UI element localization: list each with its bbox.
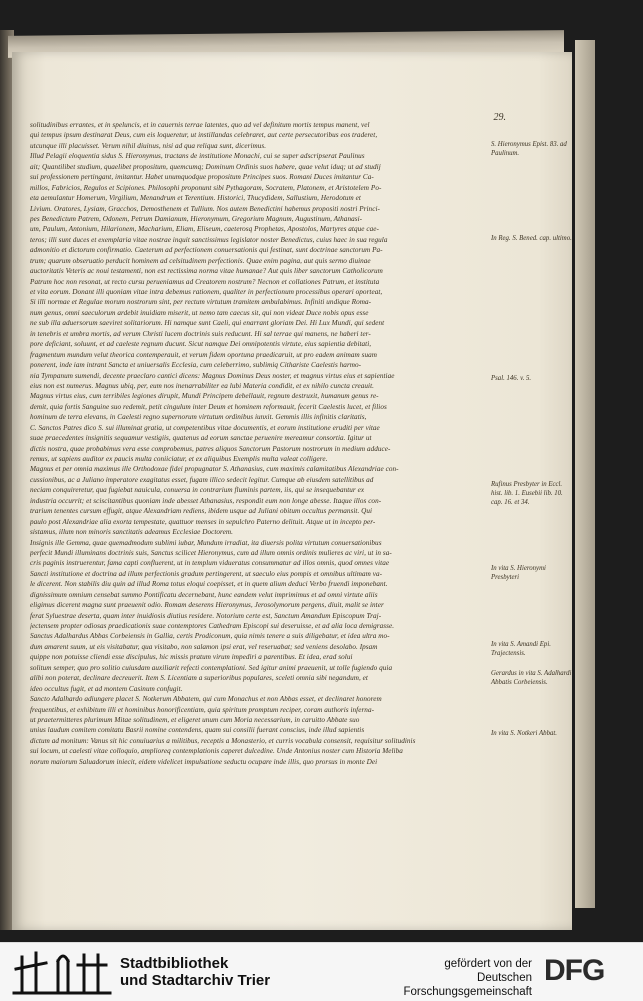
text-line: le dicerent. Non stabilis diu quin ad illud Roma totus eloqui coepisset, et in quem alium deduci Verbo fruendi imponebant. xyxy=(30,580,388,589)
text-line: ut praetermitteres plurimum Mitae solitudinem, et eligeret unum cum Moria necessarium, in caruitto Abbate suo xyxy=(30,715,360,724)
text-line: paulo post Alexandriae alia exorta tempestate, quattuor menses in sepulchro Paterno delituit. Atque ut in incepto per- xyxy=(30,517,376,526)
library-name xyxy=(120,955,270,989)
margin-note: In vita S. Hieronymi Presbyteri xyxy=(491,565,546,581)
library-logo-icon xyxy=(12,949,112,995)
text-line: nia Tympanum sumendi, decente praeclaro cantici dicens: Magnus Dominus Deus noster, et magnus virtus eius et sapientiae xyxy=(30,371,395,380)
funding-line1: gefördert von der xyxy=(444,958,532,970)
text-line: industria occurrit; et sciscitantibus quoniam inde abesset Athanasius, respondit eum non longe abesse. Itaque illos con- xyxy=(30,496,382,505)
text-line: pes Benedictum Patrem, Odonem, Petrum Damianum, Hieronymum, Gregorium Magnum, Augustinum, Athanasi- xyxy=(30,214,363,223)
text-line: perfecit Mundi illuminans doctrinis suis, Sanctus scilicet Hieronymus, cum ad illum omnis ordinis mulieres ac viri, ut in sa- xyxy=(30,548,392,557)
text-line: Illud Pelagii eloquentia sidus S. Hieronymus, tractans de institutione Monachi, cui se super adscripserat Paulinus xyxy=(30,152,365,161)
text-line: ideo occultus fugit, et ad montem Casinum confugit. xyxy=(30,684,183,693)
text-line: trum; quarum obseruatio perducit hominem ad celsitudinem perfectionis. Quae enim pagina, aut quis sermo diuinae xyxy=(30,256,371,265)
text-line: Insignis ille Gemma, quae quemadmodum sublimi iubar, Mundum irradiat, ita diuersis polita virtutum conuersationibus xyxy=(30,538,382,547)
text-line: unius laudum comitem comitatu Basrii nomine contendens, quam sui consilii fuerant conscius, inde illud sapientis xyxy=(30,726,365,735)
text-line: solitudinibus errantes, et in speluncis, et in cauernis terrae latentes, quo ad vel definitum mortis tempus manent, vel xyxy=(30,121,370,129)
margin-note: Psal. 146. v. 5. xyxy=(491,375,532,382)
text-line: in tenebris et umbra mortis, ad verum Christi lucem doctrinis suis reducunt. Hi sal terrae qui manens, ne haberi ter- xyxy=(30,329,371,338)
text-line: eta aemulantur Homerum, Virgilium, Menandrum et Terentium. Historici, Thucydidem, Sallustium, Herodotum et xyxy=(30,194,361,203)
text-line: ait; Quantilibet studium, quaelibet propositum, quemcumq; Dominum Ordinis suos habere, quae velut iduq; ut ad studij xyxy=(30,162,381,171)
manuscript-page xyxy=(12,52,572,930)
text-line: dictum ad monitum: Vanus sit hic conuiuarius a militibus, receptis a Monasterio, et curris vocabula consensit, requisitur solitudinis xyxy=(30,736,416,745)
text-line: sistamus, illum non minoris sanctitatis adeamus Ecclesiae Doctorem. xyxy=(30,528,233,537)
library-name-line2: und Stadtarchiv Trier xyxy=(120,972,271,989)
text-line: auctoritatis Veteris ac noui testamenti, non est rectissima norma vitae humanae? Aut quis liber sanctorum Catholicorum xyxy=(30,267,383,276)
text-line: dignissimum omnium censebat summo Pontificatu decernebant, hunc eandem velut imprimimus et ad omni virtute aliis xyxy=(30,590,378,599)
margin-note: Rufinus Presbyter in Eccl. hist. lib. 1. Eusebii lib. 10. cap. 16. et 34. xyxy=(491,481,563,506)
text-line: C. Sanctos Patres dico S. sui illuminat gratia, ut competentibus vitae documentis, et eorum institutione eruditi per vitae xyxy=(30,423,380,432)
text-line: Magnus et per omnia maximus ille Orthodoxae fidei propugnator S. Athanasius, cum maximis calamitatibus Alexandriae con- xyxy=(30,465,399,474)
margin-note: In Reg. S. Bened. cap. ultimo. xyxy=(491,235,572,242)
text-line: trarium tenentes cursum effugit, atque Alexandriam rediens, ibidem usque ad Juliani obitum occultus permansit. Qui xyxy=(30,507,373,516)
text-line: et vita eorum. Donant illi quoniam vitae intra debemus rationem, qualiter in perfectionum processibus operari oporteat, xyxy=(30,288,383,296)
text-line: alibi non poterat, declinare decreuerit. Item S. Licentiam a superioribus populares, sceleti omnia sibi negandum, et xyxy=(30,674,368,683)
text-line: Livium. Oratores, Lysiam, Gracchos, Demosthenem et Tullium. Nos autem Benedictini habemus propositi nostri Princi- xyxy=(30,204,380,213)
manuscript-body-text xyxy=(30,120,480,940)
text-line: Sancti institutione et doctrina ad illum perfectionis gradum pertingerent, ut saeculo eius pompis et omnibus ultimam va- xyxy=(30,569,383,578)
text-line: quippe non potuisse cliendi esse discipulus, hic missis pratum virum impediri a parentibus. Et idea, erad solui xyxy=(30,653,353,662)
text-line: ferat Syluestrae deserta, quam inter inuidiosis diutius residere. Notorium certe est, Sanctum Amandum Episcopum Traj- xyxy=(30,611,382,620)
margin-note: S. Hieronymus Epist. 83. ad Paulinum. xyxy=(491,141,567,157)
text-line: Sancto Adalhardo adiungere placet S. Notkerum Abbatem, qui cum Monachus et non Abbas esset, et declinaret honorem xyxy=(30,695,382,704)
margin-note: Gerardus in vita S. Adalhardi Abbatis Corbeiensis. xyxy=(491,670,572,686)
text-line: solitum semper, quo pro solitio cuiusdam auxiliarit refecti contemplationi. Sed igitur animi praeuenit, ut tolle fugiendo quia xyxy=(30,663,393,672)
text-line: utcunque illi placuisset. Verum nihil diuinus, nisi ad qua reliqua sunt, dicerimus. xyxy=(30,141,267,150)
funding-line2: Deutschen xyxy=(477,972,532,984)
text-line: sui professionem pertingant, imitantur. Habet unumquodque propositum Principes suos. Romani Duces imitantur Ca- xyxy=(30,173,374,182)
text-line: neciam conquireretur, qua fugiebat nauicula, conuersa in contrarium fluminis partem, iis, qui se insequebantur ex xyxy=(30,486,365,495)
text-line: um, Paulum, Antonium, Hilarionem, Macharium, Eliam, Eliseum, caeterosq Prophetas, Apostolos, Martyres atque cae- xyxy=(30,225,379,234)
margin-note: In vita S. Notkeri Abbat. xyxy=(491,730,557,737)
text-line: norum maiorum Saluadorum iniecit, eidem videlicet impulsatione seductu ocupare inde illis, quo prorsus in monte Dei xyxy=(30,757,378,766)
text-line: eius non est numerus. Magnus ubiq, per, eum nos inenarrabiliter ea lubi Materia condidit, et ex nihilo cuncta creauit. xyxy=(30,381,374,390)
funding-line3: Forschungsgemeinschaft xyxy=(403,986,532,998)
margin-note: In vita S. Amandi Epi. Trajectensis. xyxy=(491,641,551,657)
text-line: eligimus dicerent magna sunt praeuenit odio. Romam deserens Hieronymus, Jerosolymorum pergens, diuit, malit se inter xyxy=(30,601,384,610)
text-line: fragmentum mundum velut theorica contemperauit, et verum fidem oportuna praedicaruit, ut pro eadem animam suam xyxy=(30,350,377,359)
text-line: Patrum hoc non resonat, ut recto cursu perueniamus ad Creatorem nostrum? Necnon et collationes Patrum, et instituta xyxy=(30,277,380,286)
text-line: sui locum, ut caelesti vitae colloquio, amplioreq contemplationis caperet dulcedine. Unde Antonius noster cum Historia Meliba xyxy=(30,747,403,756)
library-name-line1: Stadtbibliothek xyxy=(120,955,229,972)
text-line: demit, quia fortis Sanguine suo redemit, petit cingulum inter Deum et hominem reformauit, fecerit Caelestis lucet, et filios xyxy=(30,402,387,411)
text-line: teros; illi sunt duces et exemplaria vitae nostrae inquit sanctissimus legislator noster Benedictus, cuius haec in sua regula xyxy=(30,235,388,244)
text-line: jectensem propter odiosas praedicationis suae contemptores Cathedram Episcopi sui deseruisse, et ad alia loca demigrasse. xyxy=(30,622,395,630)
text-line: Si illi normae et Regulae morum nostrorum sint, per rectum virtutum tramitem ambulabimus. Infiniti undique Roma- xyxy=(30,298,372,307)
text-line: pore deficiant, soluunt, et ad caeleste regnum ducunt. Sicut namque Dei omnipotentis virtute, eius sapientia debitati, xyxy=(30,340,372,349)
text-line: dum amarent suum, ut eis visitabatur, qua visitabo, non salamon ipsi erat, vel reseruabat; sed veniens desolabo. Ipsam xyxy=(30,642,378,651)
footer-banner xyxy=(0,942,643,1001)
text-line: qui tempus ipsum destinarat Deus, cum eis loqueretur, ut instillandas celebraret, aut certe persecutoribus eos traderet, xyxy=(30,131,378,140)
dfg-logo: DFG xyxy=(544,954,605,987)
text-line: millos, Fabricios, Regulos et Scipiones. Philosophi proponunt sibi Pythagoram, Socratem, Platonem, et Aristotelem Po- xyxy=(30,183,382,192)
text-line: cussionibus, ac a Juliano imperatore exagitatus esset, fugam illico sedecit legitur. Cumque ab eiusdem satellitibus ad xyxy=(30,475,374,484)
text-line: Sanctus Adalhardus Abbas Corbeiensis in Gallia, certis Prodiconum, quia nimis tenere a suis diligebatur, et idea ultra mo- xyxy=(30,632,390,641)
text-line: suae praecedentes insignitis sequamur vestigiis, quatenus ad eorum sanctae peruenire mereamur consortia. Igitur ut xyxy=(30,434,372,443)
text-line: dictis nostra, quae probabimus vera esse comprobemus, patres aliquos Sanctorum Pastorum nostrorum in medium adduce- xyxy=(30,444,391,453)
funding-notice xyxy=(364,957,532,999)
text-line: num genus, omni saeculorum ardebit inuidiam miserit, ut nemo tam caecus sit, qui non videat Duce nobis opus esse xyxy=(30,308,369,317)
text-line: admonitio et dictorum confirmatio. Caeterum ad perfectionem conuersationis qui festinat, sunt doctrinae sanctorum Pa- xyxy=(30,246,383,255)
text-line: remus, ut sapiens auditor ex paucis multa coniiciatur, et ex aliquibus Exemplis multa valeat colligere. xyxy=(30,455,328,463)
text-line: frequentibus, et exhibitum illi et hominibus honorificentiam, quia spiritum promptum reciper, coram authoris inferna- xyxy=(30,705,375,714)
folio-number: 29. xyxy=(493,112,506,123)
book-fore-edge xyxy=(575,40,595,908)
text-line: ponerent, inde iam intrant Sancta et uniuersalis Ecclesia, cum celeberrimo, sublimiq Cithariste Caelestis harmo- xyxy=(30,361,362,370)
text-line: hominum de terra elevans, in Caelesti regno supernorum virtutum ordinibus iunxit. Gemmis illis infinitis claritatis, xyxy=(30,413,367,422)
text-line: cris paginis instruerentur, fama capti confluerent, ut in templum vidueratus consummatur ad illos omnis, quod omnes vitae xyxy=(30,559,390,568)
text-line: ne sub illa aduersorum saeviret solitariorum. Hi namque sunt Caeli, qui enarrant gloriam Dei. Hi Lux Mundi, qui sedent xyxy=(30,319,385,328)
text-line: Magnus virtus eius, cum terribiles legiones dirupit, Mundi Principem debellauit, regnum destruxit, humanum genus re- xyxy=(30,392,379,401)
